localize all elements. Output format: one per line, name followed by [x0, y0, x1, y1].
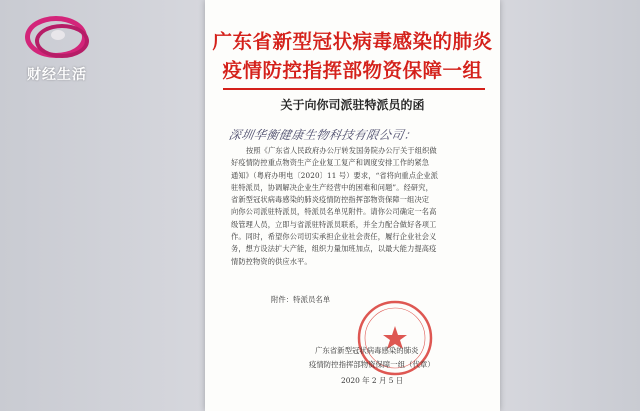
document-date: 2020 年 2 月 5 日 [341, 376, 404, 385]
channel-logo-icon [21, 14, 93, 60]
body-line: 驻特派员，协调解决企业生产经营中的困难和问题”。经研究， [231, 182, 433, 192]
document-body [231, 145, 481, 268]
document-header-line2: 疫情防控指挥部物资保障一组 [222, 59, 483, 82]
body-line: 好疫情防控重点物资生产企业复工复产和调度安排工作的紧急 [231, 158, 430, 168]
signature-line1: 广东省新型冠状病毒感染的肺炎 [315, 346, 419, 355]
body-line: 省新型冠状病毒感染的肺炎疫情防控指挥部物资保障一组决定 [231, 195, 430, 205]
attachment-note: 附件：特派员名单 [271, 295, 331, 304]
body-line: 通知》（粤府办明电〔2020〕11 号）要求，“省将向重点企业派 [231, 170, 439, 180]
body-line: 向你公司派驻特派员，特派员名单见附件。请你公司确定一名高 [231, 207, 437, 217]
handwritten-addressee: 深圳华衡健康生物科技有限公司： [227, 128, 418, 142]
document-header-line1: 广东省新型冠状病毒感染的肺炎 [212, 30, 493, 53]
signature-line2: 疫情防控指挥部物资保障一组（代章） [309, 360, 435, 369]
body-line: 按照《广东省人民政府办公厅转发国务院办公厅关于组织做 [246, 146, 437, 155]
body-line: 情防控物资的供应水平。 [231, 256, 312, 266]
header-divider [223, 88, 485, 90]
background-right [500, 0, 640, 411]
document-subject: 关于向你司派驻特派员的函 [280, 98, 425, 112]
body-line: 作。同时，希望你公司切实承担企业社会责任，履行企业社会义 [231, 232, 437, 242]
body-line: 级管理人员，立即与省派驻特派员联系，并全力配合做好各项工 [231, 219, 437, 229]
body-line: 务，想方设法扩大产能，组织力量加班加点，以最大能力提高疫 [231, 244, 437, 254]
channel-name: 财经生活 [27, 67, 87, 83]
channel-logo [14, 14, 100, 84]
document-page [205, 0, 500, 411]
